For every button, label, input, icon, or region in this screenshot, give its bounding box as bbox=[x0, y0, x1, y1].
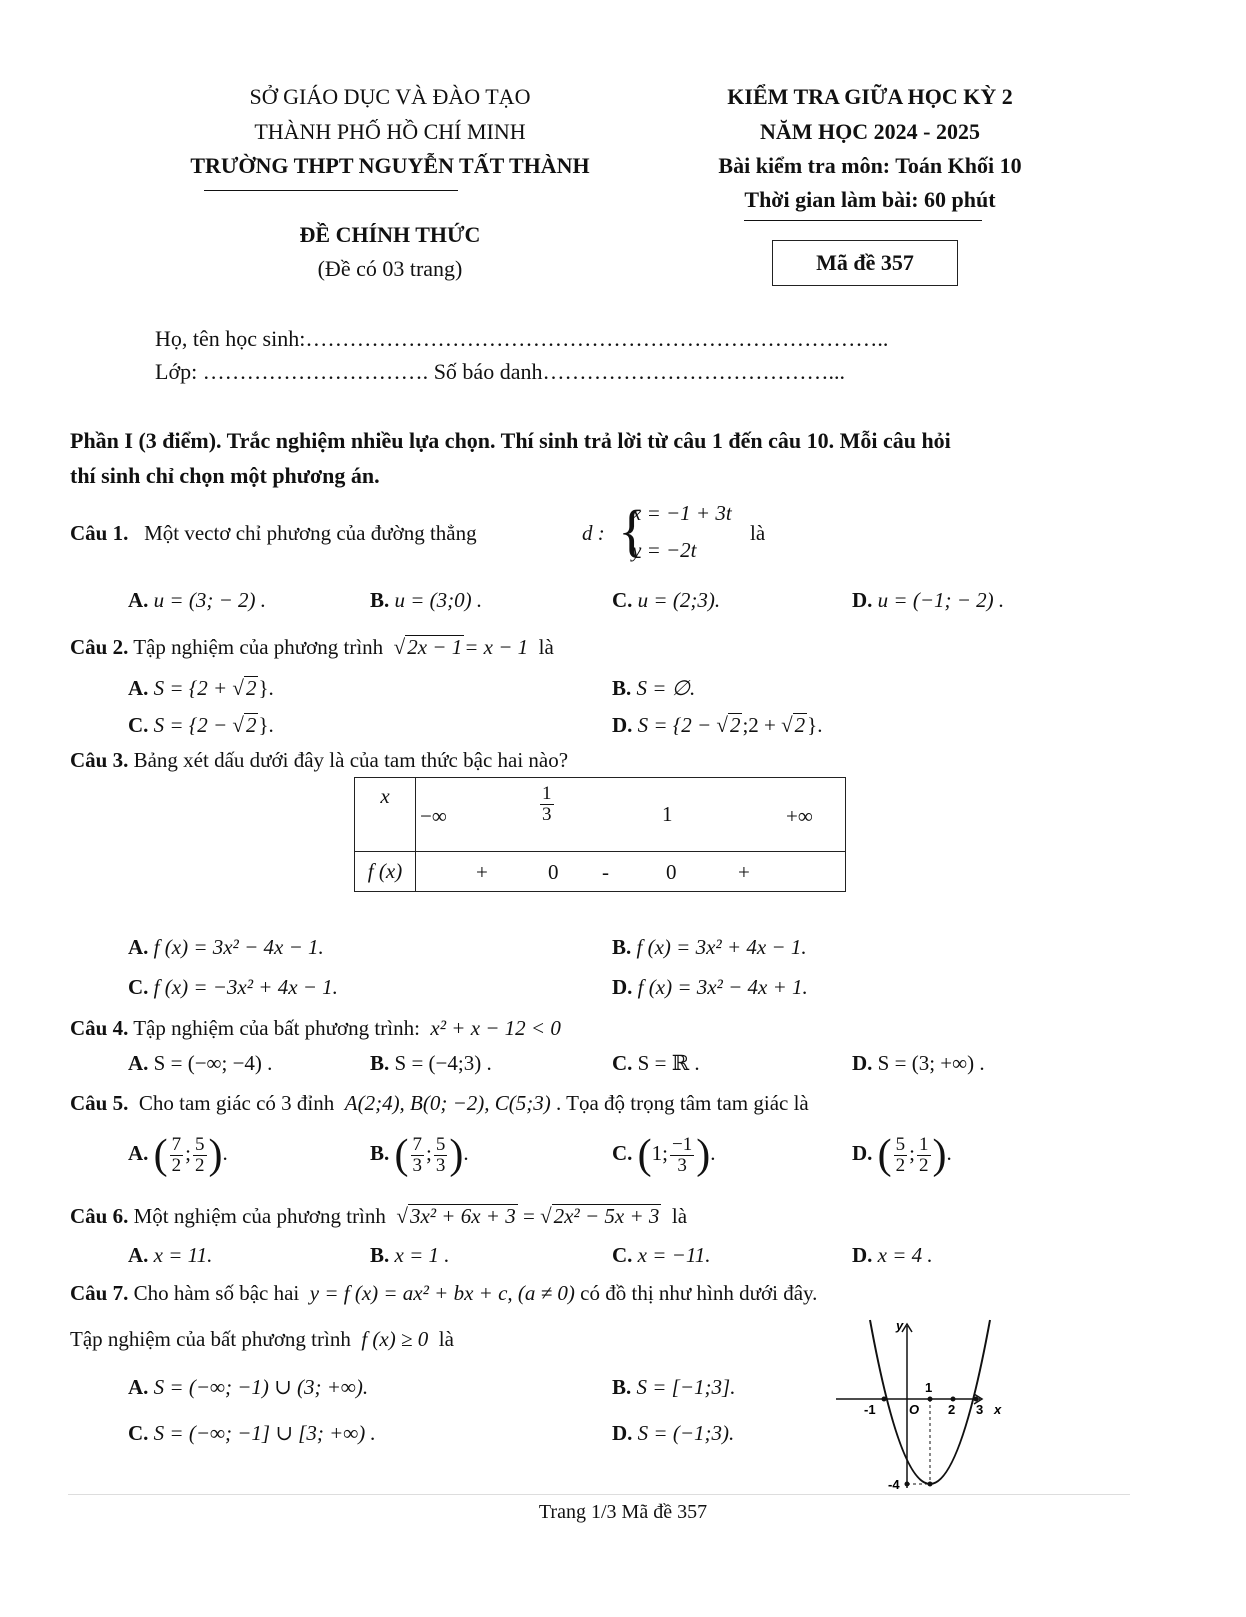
q3-option-c bbox=[128, 974, 338, 1000]
q6-d-value: x = 4 . bbox=[877, 1243, 933, 1267]
parabola-graph bbox=[830, 1312, 1020, 1494]
sign-table-sign-row bbox=[416, 852, 846, 892]
option-a-label: A. bbox=[128, 1051, 149, 1075]
q5-option-d: D. ( $\frac{5}{2}$ ; $\frac{1}{2}$ ). bbox=[852, 1132, 952, 1179]
option-c-label: C. bbox=[612, 1141, 633, 1165]
question-6: Câu 6. Một nghiệm của phương trình √3x² + 6x + 3 = √2x² − 5x + 3 là bbox=[70, 1204, 688, 1228]
q3-text: Bảng xét dấu dưới đây là của tam thức bậc hai nào? bbox=[133, 748, 569, 772]
x-one-label: 1 bbox=[925, 1380, 933, 1395]
q7-line2-tail: là bbox=[438, 1327, 454, 1351]
q5-tail: . Tọa độ trọng tâm tam giác là bbox=[556, 1091, 809, 1115]
option-a-label: A. bbox=[128, 588, 149, 612]
q5-option-c: C. (1; $\frac{-1}{3}$ ). bbox=[612, 1132, 716, 1179]
option-d-label: D. bbox=[852, 1051, 873, 1075]
q4-text: Tập nghiệm của bất phương trình: bbox=[133, 1016, 420, 1040]
q7-option-b bbox=[612, 1374, 735, 1400]
sign-2: 0 bbox=[548, 860, 559, 884]
exam-code-box: Mã đề 357 bbox=[772, 240, 958, 286]
option-b-label: B. bbox=[370, 588, 390, 612]
q2-a-post: }. bbox=[258, 676, 274, 700]
q7-label: Câu 7. bbox=[70, 1281, 129, 1305]
q1-line-name: d : bbox=[582, 521, 605, 545]
q1-label: Câu 1. bbox=[70, 521, 129, 545]
q2-c-pre: S = {2 − bbox=[153, 713, 233, 737]
q7-tail: có đồ thị như hình dưới đây. bbox=[580, 1281, 818, 1305]
q6-option-a bbox=[128, 1242, 212, 1268]
q2-d-rad1: 2 bbox=[729, 713, 741, 737]
q4-option-c bbox=[612, 1050, 700, 1076]
q6-option-d bbox=[852, 1242, 933, 1268]
sign-table bbox=[354, 777, 846, 892]
q2-d-post: }. bbox=[807, 713, 823, 737]
question-7 bbox=[70, 1280, 817, 1306]
q4-label: Câu 4. bbox=[70, 1016, 129, 1040]
school-year: NĂM HỌC 2024 - 2025 bbox=[760, 119, 980, 144]
y-minus-four-label: -4 bbox=[888, 1477, 900, 1492]
q3-b-value: f (x) = 3x² + 4x − 1. bbox=[636, 935, 807, 959]
pages-note: (Đề có 03 trang) bbox=[317, 256, 463, 281]
pos-infinity: +∞ bbox=[786, 804, 813, 828]
value-one: 1 bbox=[662, 802, 673, 826]
q2-a-pre: S = {2 + bbox=[153, 676, 233, 700]
option-b-label: B. bbox=[370, 1051, 390, 1075]
q1-system-eq2: y = −2t bbox=[632, 538, 697, 562]
q2-a-rad: 2 bbox=[245, 676, 257, 700]
q2-radicand: 2x − 1 bbox=[407, 635, 463, 659]
q1-option-a bbox=[128, 587, 266, 613]
q6-a-value: x = 11. bbox=[153, 1243, 213, 1267]
q1-system-eq1: x = −1 + 3t bbox=[632, 501, 732, 525]
q1-b-value: u = (3;0) . bbox=[394, 588, 483, 612]
question-3 bbox=[70, 747, 568, 773]
part1-instructions-line2: thí sinh chỉ chọn một phương án. bbox=[70, 463, 380, 488]
one-third: $\frac{1}{3}$ bbox=[542, 783, 552, 825]
sign-3: - bbox=[602, 860, 609, 884]
option-d-label: D. bbox=[612, 713, 633, 737]
q1-system-brace: { bbox=[618, 498, 646, 563]
q5-option-b: B. ( $\frac{7}{3}$ ; $\frac{5}{3}$ ). bbox=[370, 1132, 469, 1179]
time-underline bbox=[744, 220, 982, 221]
q4-b-value: S = (−4;3) . bbox=[394, 1051, 492, 1075]
q2-option-a: A. S = {2 + √2}. bbox=[128, 676, 274, 700]
q7-option-d bbox=[612, 1420, 734, 1446]
q2-tail: là bbox=[538, 635, 554, 659]
page-footer: Trang 1/3 Mã đề 357 bbox=[538, 1501, 708, 1523]
option-b-label: B. bbox=[370, 1141, 390, 1165]
option-b-label: B. bbox=[612, 676, 632, 700]
q3-label: Câu 3. bbox=[70, 748, 129, 772]
sign-5: + bbox=[738, 860, 750, 884]
option-d-label: D. bbox=[852, 1243, 873, 1267]
option-b-label: B. bbox=[612, 935, 632, 959]
sign-4: 0 bbox=[666, 860, 677, 884]
point-x1 bbox=[928, 1397, 933, 1402]
q3-option-d bbox=[612, 974, 808, 1000]
q6-c-value: x = −11. bbox=[637, 1243, 711, 1267]
q6-radicand-1: 3x² + 6x + 3 bbox=[409, 1204, 516, 1228]
option-c-label: C. bbox=[128, 1421, 149, 1445]
exam-title: KIỂM TRA GIỮA HỌC KỲ 2 bbox=[727, 84, 1013, 109]
q4-a-value: S = (−∞; −4) . bbox=[153, 1051, 273, 1075]
q4-option-d bbox=[852, 1050, 985, 1076]
q6-option-c bbox=[612, 1242, 711, 1268]
q1-text: Một vectơ chỉ phương của đường thẳng bbox=[144, 521, 477, 545]
q5-option-a: A. ( $\frac{7}{2}$ ; $\frac{5}{2}$ ). bbox=[128, 1132, 228, 1179]
time-line: Thời gian làm bài: 60 phút bbox=[744, 187, 996, 212]
option-d-label: D. bbox=[612, 1421, 633, 1445]
q6-radicand-2: 2x² − 5x + 3 bbox=[553, 1204, 660, 1228]
root-point-left bbox=[882, 1397, 887, 1402]
question-2: Câu 2. Tập nghiệm của phương trình √2x − 1= x − 1 là bbox=[70, 635, 554, 659]
q2-option-d: D. S = {2 − √2;2 + √2}. bbox=[612, 713, 823, 737]
q4-option-b bbox=[370, 1050, 492, 1076]
q4-inequality: x² + x − 12 < 0 bbox=[430, 1016, 561, 1040]
sign-table-x-row bbox=[416, 778, 846, 852]
x-minus-one-label: -1 bbox=[864, 1402, 876, 1417]
y-label: y bbox=[896, 1318, 904, 1333]
option-c-label: C. bbox=[128, 713, 149, 737]
q1-option-b bbox=[370, 587, 482, 613]
q2-label: Câu 2. bbox=[70, 635, 129, 659]
q4-c-value: S = ℝ . bbox=[637, 1051, 700, 1075]
option-c-label: C. bbox=[128, 975, 149, 999]
candidate-number-field: Số báo danh…………………………………... bbox=[433, 359, 845, 384]
q2-d-mid: ;2 + bbox=[742, 713, 782, 737]
q3-option-a bbox=[128, 934, 324, 960]
x-three-label: 3 bbox=[976, 1402, 984, 1417]
q6-tail: là bbox=[671, 1204, 688, 1228]
q2-b-value: S = ∅. bbox=[636, 676, 696, 700]
option-c-label: C. bbox=[612, 1051, 633, 1075]
subject-line: Bài kiểm tra môn: Toán Khối 10 bbox=[718, 153, 1022, 178]
q3-c-value: f (x) = −3x² + 4x − 1. bbox=[153, 975, 338, 999]
q7-option-c bbox=[128, 1420, 376, 1446]
q4-d-value: S = (3; +∞) . bbox=[877, 1051, 985, 1075]
q2-rhs: = x − 1 bbox=[464, 635, 529, 659]
option-a-label: A. bbox=[128, 676, 149, 700]
question-7-line2 bbox=[70, 1326, 454, 1352]
q7-line2-text: Tập nghiệm của bất phương trình bbox=[70, 1327, 351, 1351]
q7-option-a bbox=[128, 1374, 368, 1400]
neg-infinity: −∞ bbox=[420, 804, 447, 828]
option-a-label: A. bbox=[128, 935, 149, 959]
school-underline bbox=[204, 190, 458, 191]
option-a-label: A. bbox=[128, 1141, 149, 1165]
official-label: ĐỀ CHÍNH THỨC bbox=[299, 222, 481, 247]
origin-label: O bbox=[909, 1402, 920, 1417]
q1-a-value: u = (3; − 2) . bbox=[153, 588, 266, 612]
q6-text: Một nghiệm của phương trình bbox=[133, 1204, 386, 1228]
q2-c-post: }. bbox=[258, 713, 274, 737]
option-a-label: A. bbox=[128, 1243, 149, 1267]
q7-b-value: S = [−1;3]. bbox=[636, 1375, 736, 1399]
q5-points: A(2;4), B(0; −2), C(5;3) bbox=[344, 1091, 551, 1115]
q7-text: Cho hàm số bậc hai bbox=[133, 1281, 300, 1305]
option-c-label: C. bbox=[612, 1243, 633, 1267]
q3-option-b bbox=[612, 934, 807, 960]
q7-inequality: f (x) ≥ 0 bbox=[361, 1327, 429, 1351]
point-y-min bbox=[905, 1482, 910, 1487]
vertex-point bbox=[928, 1482, 933, 1487]
school-name: TRƯỜNG THPT NGUYỄN TẤT THÀNH bbox=[190, 153, 590, 178]
q7-c-value: S = (−∞; −1] ∪ [3; +∞) . bbox=[153, 1421, 376, 1445]
sign-table-x-header: x bbox=[355, 778, 416, 852]
student-class-row bbox=[155, 359, 845, 385]
q3-d-value: f (x) = 3x² − 4x + 1. bbox=[637, 975, 808, 999]
option-d-label: D. bbox=[852, 588, 873, 612]
footer-rule bbox=[68, 1494, 1130, 1495]
q6-label: Câu 6. bbox=[70, 1204, 129, 1228]
question-4 bbox=[70, 1015, 561, 1041]
question-5 bbox=[70, 1090, 809, 1116]
option-b-label: B. bbox=[612, 1375, 632, 1399]
q7-a-value: S = (−∞; −1) ∪ (3; +∞). bbox=[153, 1375, 369, 1399]
option-d-label: D. bbox=[612, 975, 633, 999]
city-name: THÀNH PHỐ HỒ CHÍ MINH bbox=[254, 119, 526, 144]
q2-c-rad: 2 bbox=[245, 713, 257, 737]
q1-d-value: u = (−1; − 2) . bbox=[877, 588, 1005, 612]
question-1 bbox=[70, 520, 477, 546]
q1-option-c bbox=[612, 587, 720, 613]
root-point-right bbox=[974, 1397, 979, 1402]
student-name-field: Họ, tên học sinh:…………………………………………………………………….. bbox=[155, 326, 889, 351]
department-name: SỞ GIÁO DỤC VÀ ĐÀO TẠO bbox=[249, 84, 531, 109]
q2-d-pre: S = {2 − bbox=[637, 713, 717, 737]
point-x2 bbox=[951, 1397, 956, 1402]
x-label: x bbox=[994, 1402, 1002, 1417]
q1-option-d bbox=[852, 587, 1004, 613]
option-d-label: D. bbox=[852, 1141, 873, 1165]
q1-c-value: u = (2;3). bbox=[637, 588, 721, 612]
q5-label: Câu 5. bbox=[70, 1091, 129, 1115]
q5-text: Cho tam giác có 3 đỉnh bbox=[138, 1091, 335, 1115]
sign-1: + bbox=[476, 860, 488, 884]
class-field: Lớp: …………………………. bbox=[155, 359, 434, 384]
x-two-label: 2 bbox=[948, 1402, 956, 1417]
q2-d-rad2: 2 bbox=[794, 713, 806, 737]
q6-equals: = bbox=[522, 1204, 535, 1228]
q4-option-a bbox=[128, 1050, 272, 1076]
option-c-label: C. bbox=[612, 588, 633, 612]
q1-tail: là bbox=[750, 521, 766, 545]
q3-a-value: f (x) = 3x² − 4x − 1. bbox=[153, 935, 324, 959]
q7-function: y = f (x) = ax² + bx + c, (a ≠ 0) bbox=[309, 1281, 575, 1305]
q7-d-value: S = (−1;3). bbox=[637, 1421, 735, 1445]
q6-b-value: x = 1 . bbox=[394, 1243, 450, 1267]
option-a-label: A. bbox=[128, 1375, 149, 1399]
q2-option-b bbox=[612, 675, 695, 701]
q6-option-b bbox=[370, 1242, 450, 1268]
q2-text: Tập nghiệm của phương trình bbox=[133, 635, 384, 659]
q2-option-c: C. S = {2 − √2}. bbox=[128, 713, 274, 737]
part1-instructions-line1: Phần I (3 điểm). Trắc nghiệm nhiều lựa chọn. Thí sinh trả lời từ câu 1 đến câu 10. Mỗi câu hỏi bbox=[70, 428, 951, 453]
option-b-label: B. bbox=[370, 1243, 390, 1267]
sign-table-fx-header: f (x) bbox=[355, 852, 416, 892]
